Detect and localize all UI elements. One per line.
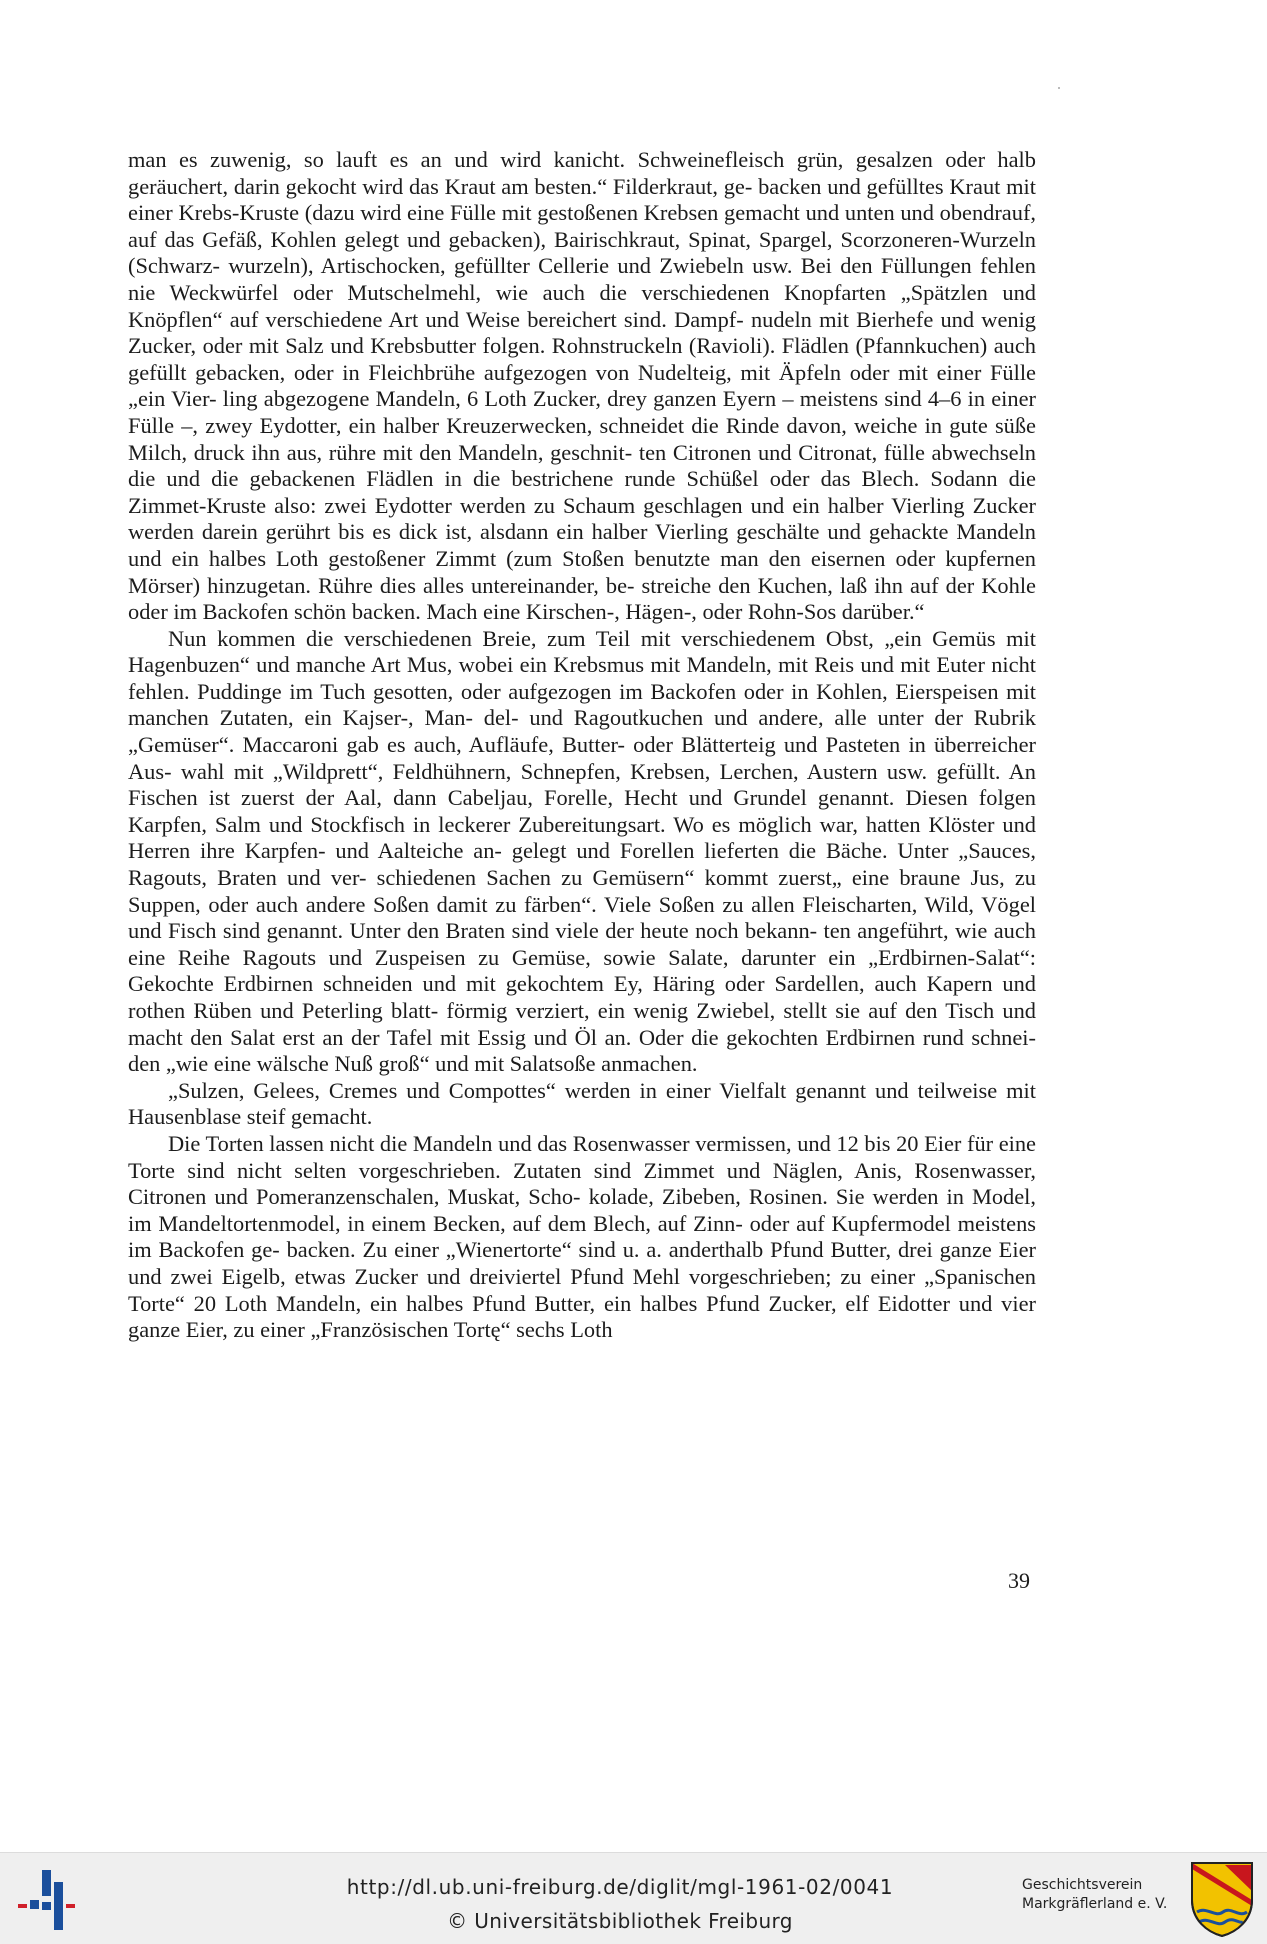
text-line: gelegt und Forellen lieferten die Bäche. Unter „Sauces, Ragouts, Braten und ver- xyxy=(128,838,1036,891)
scan-speck xyxy=(1058,87,1060,89)
text-line: streiche den Kuchen, laß ihn auf der Kohle oder im Backofen schön backen. Mach xyxy=(128,572,1036,625)
text-line: ten Citronen und Citronat, fülle abwechseln die und die gebackenen Flädlen in die xyxy=(128,439,1037,492)
publisher-name-line1: Geschichtsverein xyxy=(1022,1877,1143,1893)
text-line: den „wie eine wälsche Nuß groß“ und mit Salatsoße anmachen. xyxy=(128,1051,698,1077)
text-line: Ey, Häring oder Sardellen, auch Kapern und rothen Rüben und Peterling blatt- xyxy=(128,971,1036,1023)
permalink-url[interactable]: http://dl.ub.uni-freiburg.de/diglit/mgl-1961-02/0041 xyxy=(346,1875,894,1899)
text-line: Rohnstruckeln (Ravioli). Flädlen (Pfannkuchen) auch gefüllt gebacken, oder in xyxy=(128,333,1037,385)
text-line: Wo es möglich war, hatten Klöster und Herren ihre Karpfen- und Aalteiche an- xyxy=(128,811,1036,864)
text-line: Vögel und Fisch sind genannt. Unter den Braten sind viele der heute noch bekann- xyxy=(128,891,1036,944)
text-line: förmig verziert, ein wenig Zwiebel, stellt sie auf den Tisch und macht den Salat xyxy=(128,998,1036,1050)
text-line: „Spätzlen und Knöpflen“ auf verschiedene Art und Weise bereichert sind. Dampf- xyxy=(128,279,1036,332)
viewer-footer xyxy=(0,1852,1267,1944)
footer-divider xyxy=(0,1852,1267,1853)
text-line: Nun kommen die verschiedenen Breie, zum Teil mit verschiedenem Obst, „ein xyxy=(168,625,922,651)
text-line: auch andere Soßen damit zu färben“. Viele Soßen zu allen Fleischarten, Wild, xyxy=(255,891,975,917)
copyright-notice: © Universitätsbibliothek Freiburg xyxy=(447,1909,793,1933)
text-line: Zucker, elf Eidotter und vier ganze Eier, zu einer „Französischen Tortę“ sechs Loth xyxy=(128,1290,1036,1343)
text-line: genannt. Diesen folgen Karpfen, Salm und Stockfisch in leckerer Zubereitungsart. xyxy=(128,785,1036,837)
text-line: eine Kirschen-, Hägen-, oder Rohn-Sos darüber.“ xyxy=(483,599,925,625)
text-line: wahl mit „Wildprett“, Feldhühnern, Schnepfen, Krebsen, Lerchen, Austern usw. xyxy=(180,758,928,784)
text-line: mit Reis und mit Euter nicht fehlen. Puddinge im Tuch gesotten, oder aufgezogen xyxy=(128,652,1036,704)
paragraph xyxy=(128,1078,1036,1131)
body-text xyxy=(128,147,1036,1344)
text-line: in einer Fülle –, zwey Eydotter, ein halber Kreuzerwecken, schneidet die Rinde xyxy=(128,386,1036,438)
text-line: Gemüs mit Hagenbuzen“ und manche Art Mus, wobei ein Krebsmus mit Mandeln, xyxy=(128,625,1036,678)
text-line: davon, weiche in gute süße Milch, druck ihn aus, rühre mit den Mandeln, geschnit- xyxy=(128,412,1036,465)
text-line: darein gerührt bis es dick ist, alsdann ein halber Vierling geschälte und gehackte xyxy=(201,519,949,545)
text-line: wurzeln), Artischocken, gefüllter Cellerie und Zwiebeln usw. Bei den Füllungen xyxy=(228,253,972,279)
text-line: kolade, Zibeben, Rosinen. Sie werden in Model, im Mandeltortenmodel, in einem xyxy=(128,1184,1036,1236)
text-line: Die Torten lassen nicht die Mandeln und das Rosenwasser vermissen, und 12 xyxy=(168,1130,859,1156)
text-line: ling abgezogene Mandeln, 6 Loth Zucker, drey ganzen Eyern – meistens sind 4–6 xyxy=(222,386,962,412)
text-line: Eydotter werden zu Schaum geschlagen und ein halber Vierling Zucker werden xyxy=(128,492,1036,545)
text-line: Fleichbrühe aufgezogen von Nudelteig, mit Äpfeln oder mit einer Fülle „ein Vier- xyxy=(128,359,1036,412)
text-line: im Backofen oder in Kohlen, Eierspeisen mit manchen Zutaten, ein Kajser-, Man- xyxy=(128,678,1036,731)
text-line: gab es auch, Aufläufe, Butter- oder Blätterteig und Pasteten in überreicher Aus- xyxy=(128,732,1036,784)
text-line: del- und Ragoutkuchen und andere, alle unter der Rubrik „Gemüser“. Maccaroni xyxy=(128,705,1036,758)
text-line: teilweise mit Hausenblase steif gemacht. xyxy=(128,1077,1036,1130)
text-line: gelegt und gebacken), Bairischkraut, Spinat, Spargel, Scorzoneren-Wurzeln (Schwarz- xyxy=(128,226,1036,279)
coat-of-arms-icon[interactable] xyxy=(1189,1860,1255,1938)
ub-freiburg-logo-icon[interactable] xyxy=(16,1866,80,1930)
text-line: schiedenen Sachen zu Gemüsern“ kommt zuerst„ eine braune Jus, zu Suppen, oder xyxy=(128,865,1036,917)
text-line: erst an der Tafel mit Essig und Öl an. Oder die gekochten Erdbirnen rund schnei- xyxy=(282,1024,1036,1050)
text-line: oder halb geräuchert, darin gekocht wird das Kraut am besten.“ Filderkraut, ge- xyxy=(128,147,1036,199)
text-line: nudeln mit Bierhefe und wenig Zucker, oder mit Salz und Krebsbutter folgen. xyxy=(128,306,1036,359)
publisher-name-line2: Markgräflerland e. V. xyxy=(1022,1896,1168,1912)
publisher-name xyxy=(1022,1876,1184,1914)
paragraph xyxy=(128,626,1036,1078)
page-number: 39 xyxy=(1008,1568,1030,1593)
text-line: eisernen oder kupfernen Mörser) hinzugetan. Rühre dies alles untereinander, be- xyxy=(128,545,1036,598)
paragraph xyxy=(128,147,1036,626)
text-line: fehlen nie Weckwürfel oder Mutschelmehl, wie auch die verschiedenen Knopfarten xyxy=(128,253,1036,305)
text-line: Becken, auf dem Blech, auf Zinn- oder auf Kupfermodel meistens im Backofen ge- xyxy=(128,1210,1036,1263)
text-line: und zwei Eigelb, etwas Zucker und dreiviertel Pfund Mehl vorgeschrieben; zu einer xyxy=(128,1263,916,1289)
text-line: gefüllt. An Fischen ist zuerst der Aal, dann Cabeljau, Forelle, Hecht und Grundel xyxy=(128,758,1036,811)
text-line: „Sulzen, Gelees, Cremes und Compottes“ werden in einer Vielfalt genannt und xyxy=(168,1077,909,1103)
text-line: Mandeln und ein halbes Loth gestoßener Zimmt (zum Stoßen benutzte man den xyxy=(128,519,1036,571)
text-line: gestoßenen Krebsen gemacht und unten und obendrauf, auf das Gefäß, Kohlen xyxy=(128,200,1036,252)
text-line: und Näglen, Anis, Rosenwasser, Citronen und Pomeranzenschalen, Muskat, Scho- xyxy=(128,1157,1036,1210)
text-line: darunter ein „Erdbirnen-Salat“: Gekochte Erdbirnen schneiden und mit gekochtem xyxy=(128,944,1037,997)
text-line: backen und gefülltes Kraut mit einer Krebs-Kruste (dazu wird eine Fülle mit xyxy=(128,173,1036,226)
text-line: bis 20 Eier für eine Torte sind nicht selten vorgeschrieben. Zutaten sind Zimmet xyxy=(128,1130,1036,1183)
text-line: bestrichene runde Schüßel oder das Blech. Sodann die Zimmet-Kruste also: zwei xyxy=(128,466,1036,518)
text-line: ten angeführt, wie auch eine Reihe Ragouts und Zuspeisen zu Gemüse, sowie Salate, xyxy=(128,918,1036,970)
text-line: „Spanischen Torte“ 20 Loth Mandeln, ein halbes Pfund Butter, ein halbes Pfund xyxy=(128,1263,1036,1316)
text-line: backen. Zu einer „Wienertorte“ sind u. a. anderthalb Pfund Butter, drei ganze Eier xyxy=(286,1237,1036,1263)
text-line: man es zuwenig, so lauft es an und wird kanicht. Schweinefleisch grün, gesalzen xyxy=(128,147,933,172)
paragraph xyxy=(128,1131,1036,1344)
